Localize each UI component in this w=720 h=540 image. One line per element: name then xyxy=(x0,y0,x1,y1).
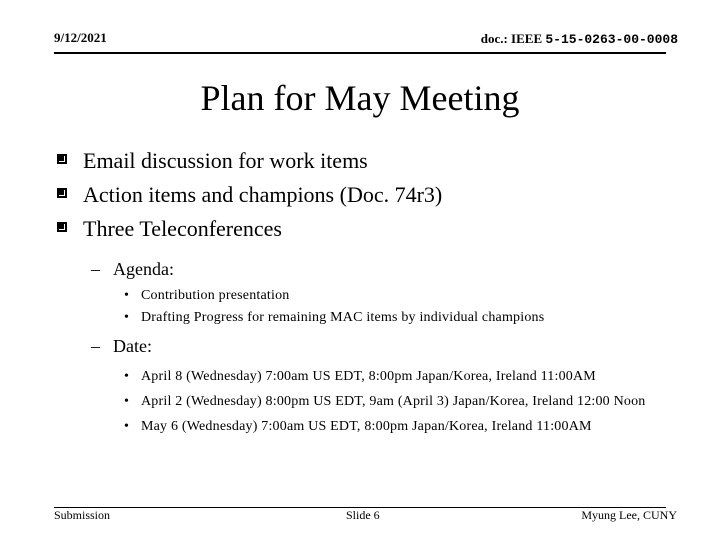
bullet-item xyxy=(55,178,675,212)
date-list xyxy=(121,367,675,436)
header-doc-id xyxy=(481,31,678,47)
sub-bullet-date xyxy=(91,333,675,359)
square-bullet-icon xyxy=(57,154,67,164)
dash-bullet: – xyxy=(91,336,100,356)
dash-bullet: – xyxy=(91,259,100,279)
slide-title: Plan for May Meeting xyxy=(200,78,520,118)
agenda-item-text: Drafting Progress for remaining MAC items by individual champions xyxy=(141,310,545,325)
bullet-list xyxy=(55,144,675,442)
square-bullet-icon xyxy=(57,188,67,198)
bullet-item xyxy=(55,212,675,246)
bullet-text: Three Teleconferences xyxy=(83,216,282,241)
date-item-text: April 8 (Wednesday) 7:00am US EDT, 8:00pm Japan/Korea, Ireland 11:00AM xyxy=(141,369,596,384)
date-item xyxy=(121,367,661,386)
bullet-text: Action items and champions (Doc. 74r3) xyxy=(83,182,443,207)
bullet-item xyxy=(55,144,675,178)
dot-bullet: • xyxy=(124,288,130,303)
dot-bullet: • xyxy=(124,419,130,434)
footer-submission: Submission xyxy=(54,508,111,522)
dot-bullet: • xyxy=(124,394,130,409)
header-doc-number: 5-15-0263-00-0008 xyxy=(545,32,678,47)
bullet-text: Email discussion for work items xyxy=(83,148,368,173)
footer-author: Myung Lee, CUNY xyxy=(581,508,677,522)
date-label: Date: xyxy=(113,336,152,356)
sub-bullet-agenda xyxy=(91,256,675,282)
agenda-label: Agenda: xyxy=(113,259,174,279)
header-date: 9/12/2021 xyxy=(54,30,107,45)
square-bullet-icon xyxy=(57,222,67,232)
date-item xyxy=(121,417,661,436)
agenda-item-text: Contribution presentation xyxy=(141,288,290,303)
header-divider xyxy=(54,52,666,54)
header-doc-prefix: doc.: IEEE xyxy=(480,31,546,46)
date-item xyxy=(121,392,651,411)
footer-slide-number: Slide 6 xyxy=(346,508,380,522)
agenda-item xyxy=(121,286,661,305)
agenda-list xyxy=(121,286,675,327)
dot-bullet: • xyxy=(124,369,130,384)
dot-bullet: • xyxy=(124,310,130,325)
date-item-text: April 2 (Wednesday) 8:00pm US EDT, 9am (April 3) Japan/Korea, Ireland 12:00 Noon xyxy=(141,394,646,409)
agenda-item xyxy=(121,308,661,327)
date-item-text: May 6 (Wednesday) 7:00am US EDT, 8:00pm Japan/Korea, Ireland 11:00AM xyxy=(141,419,592,434)
